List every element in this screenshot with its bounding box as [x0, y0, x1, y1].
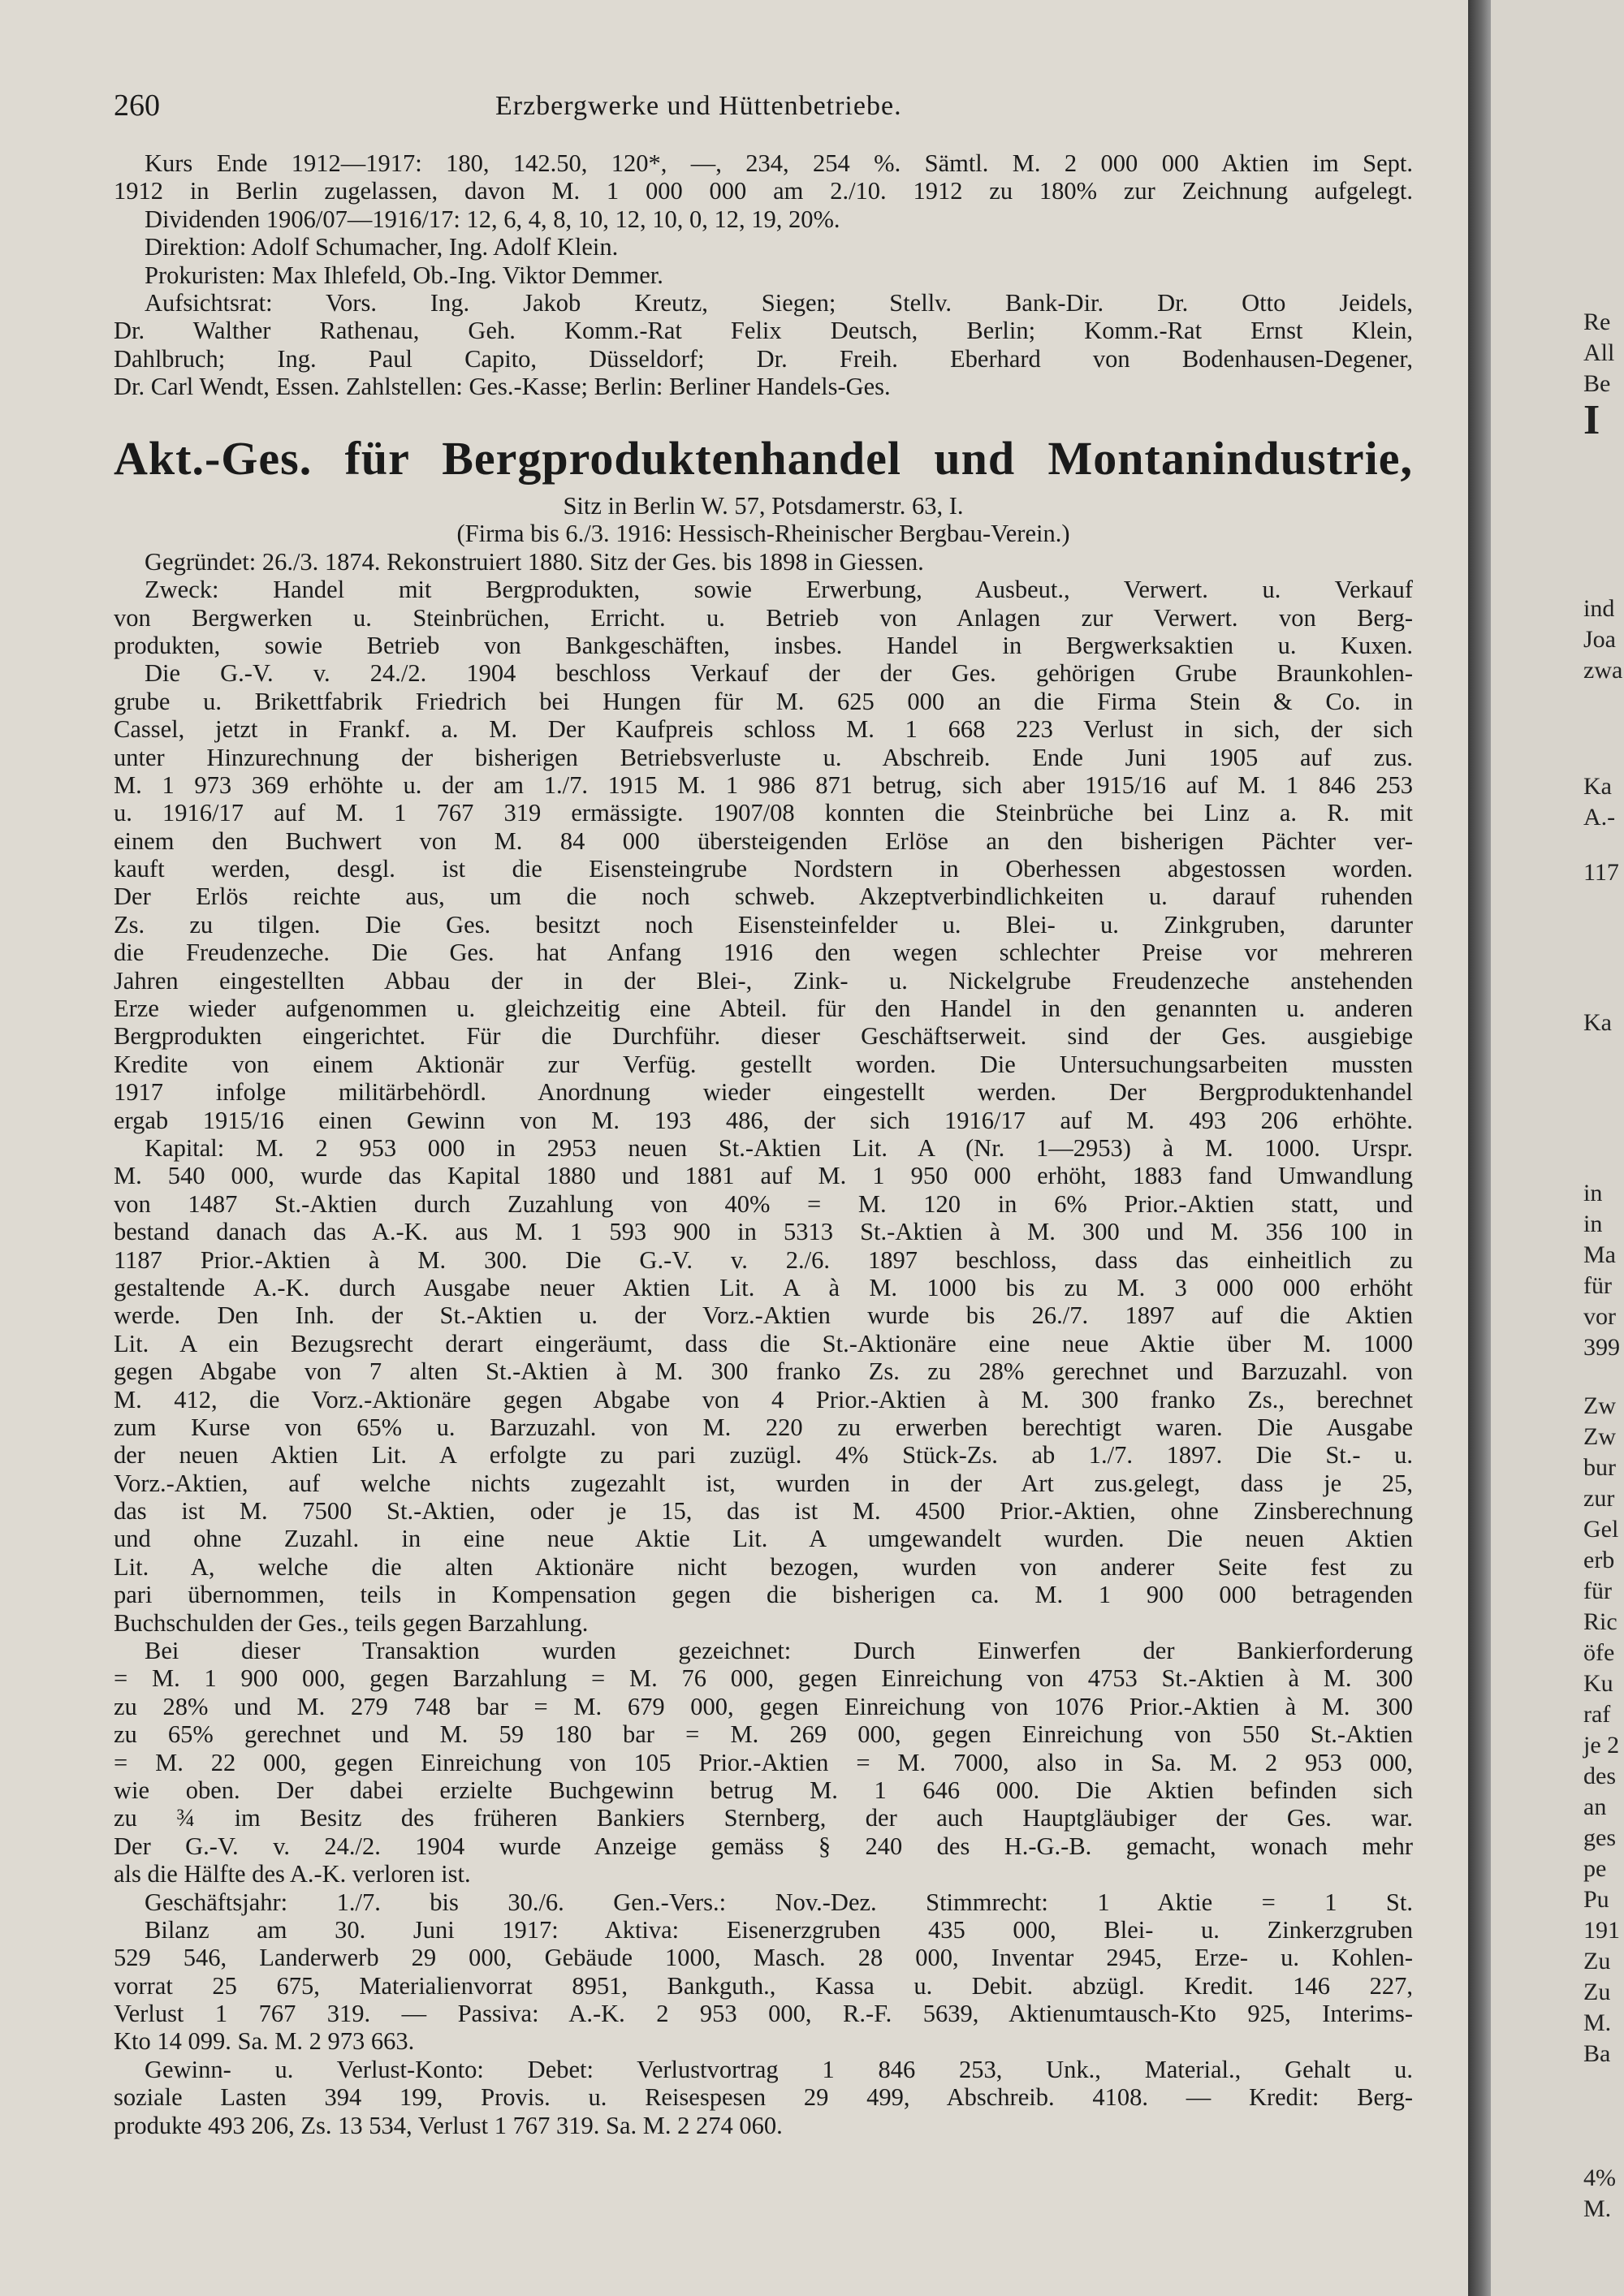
text-line: Direktion: Adolf Schumacher, Ing. Adolf Klein.: [145, 233, 619, 261]
facing-page-fragment: Ba: [1583, 2040, 1611, 2067]
facing-page-fragment: Re: [1583, 309, 1611, 335]
text-line: zu 28% und M. 279 748 bar = M. 679 000, gegen Einreichung von 1076 Prior.-Aktien à M. 300: [114, 1692, 1413, 1720]
text-line: Aufsichtsrat: Vors. Ing. Jakob Kreutz, Siegen; Stellv. Bank-Dir. Dr. Otto Jeidels,: [145, 288, 1413, 317]
text-line: Cassel, jetzt in Frankf. a. M. Der Kaufpreis schloss M. 1 668 223 Verlust in sich, der sich: [114, 715, 1413, 744]
text-line: wie oben. Der dabei erzielte Buchgewinn betrug M. 1 646 000. Die Aktien befinden sich: [114, 1776, 1413, 1804]
facing-page-fragment: 117: [1583, 859, 1619, 886]
text-line: Verlust 1 767 319. — Passiva: A.-K. 2 953 000, R.-F. 5639, Aktienumtausch-Kto 925, Interims-: [114, 2000, 1413, 2028]
facing-page-fragment: an: [1583, 1793, 1607, 1820]
facing-page-fragment: Zw: [1583, 1392, 1616, 1419]
facing-page-fragment: Joa: [1583, 626, 1616, 653]
facing-page-fragment: Ka: [1583, 1009, 1612, 1036]
text-line: Geschäftsjahr: 1./7. bis 30./6. Gen.-Vers.: Nov.-Dez. Stimmrecht: 1 Aktie = 1 St.: [145, 1888, 1413, 1916]
text-line: M. 540 000, wurde das Kapital 1880 und 1881 auf M. 1 950 000 erhöht, 1883 fand Umwandlung: [114, 1162, 1413, 1190]
text-line: produkte 493 206, Zs. 13 534, Verlust 1 767 319. Sa. M. 2 274 060.: [114, 2111, 783, 2139]
facing-page-fragment: erb: [1583, 1547, 1615, 1573]
facing-page-fragment: je 2: [1583, 1732, 1620, 1759]
text-line: kauft werden, desgl. ist die Eisensteingrube Nordstern in Oberhessen abgestossen worden.: [114, 855, 1413, 883]
facing-page-fragment: A.-: [1583, 804, 1616, 831]
facing-page-fragment: pe: [1583, 1855, 1607, 1882]
facing-page-fragment: in: [1583, 1211, 1603, 1237]
book-gutter: [1468, 0, 1491, 2296]
text-line: bestand danach das A.-K. aus M. 1 593 900 in 5313 St.-Aktien à M. 300 und M. 356 100 in: [114, 1218, 1413, 1246]
facing-page-fragment: Ku: [1583, 1670, 1613, 1697]
facing-page-fragment: 4%: [1583, 2164, 1616, 2191]
text-line: 1917 infolge militärbehördl. Anordnung wieder eingestellt werden. Der Bergproduktenhandel: [114, 1078, 1413, 1107]
text-line: das ist M. 7500 St.-Aktien, oder je 15, das ist M. 4500 Prior.-Aktien, ohne Zinsberechnung: [114, 1497, 1413, 1526]
facing-page-fragment: Zu: [1583, 1948, 1611, 1974]
facing-page-fragment: zwa: [1583, 657, 1623, 684]
facing-page-fragment: Zu: [1583, 1979, 1611, 2005]
facing-page-fragment: ges: [1583, 1824, 1616, 1851]
facing-page-fragment: 191: [1583, 1917, 1620, 1944]
text-line: Jahren eingestellten Abbau der in der Blei-, Zink- u. Nickelgrube Freudenzeche anstehenden: [114, 966, 1413, 995]
text-line: unter Hinzurechnung der bisherigen Betriebsverluste u. Abschreib. Ende Juni 1905 auf zus.: [114, 743, 1413, 771]
text-line: Gegründet: 26./3. 1874. Rekonstruiert 1880. Sitz der Ges. bis 1898 in Giessen.: [145, 547, 924, 576]
text-line: von Bergwerken u. Steinbrüchen, Erricht. u. Betrieb von Anlagen zur Verwert. von Berg-: [114, 603, 1413, 632]
text-line: Kapital: M. 2 953 000 in 2953 neuen St.-Aktien Lit. A (Nr. 1—2953) à M. 1000. Urspr.: [145, 1133, 1413, 1162]
facing-page-fragment: Zw: [1583, 1423, 1616, 1450]
company-title: Akt.-Ges. für Bergproduktenhandel und Montanindustrie,: [114, 432, 1413, 485]
facing-page-fragment: 399: [1583, 1334, 1620, 1361]
facing-page-fragment: Pu: [1583, 1886, 1609, 1913]
text-line: produkten, sowie Betrieb von Bankgeschäften, insbes. Handel in Bergwerksaktien u. Kuxen.: [114, 631, 1413, 659]
text-line: = M. 22 000, gegen Einreichung von 105 Prior.-Aktien = M. 7000, also in Sa. M. 2 953 000,: [114, 1748, 1413, 1776]
text-line: von 1487 St.-Aktien durch Zuzahlung von 40% = M. 120 in 6% Prior.-Aktien statt, und: [114, 1189, 1413, 1218]
text-line: = M. 1 900 000, gegen Barzahlung = M. 76 000, gegen Einreichung von 4753 St.-Aktien à M. 300: [114, 1664, 1413, 1693]
facing-page-fragment: zur: [1583, 1485, 1615, 1512]
text-line: Der G.-V. v. 24./2. 1904 wurde Anzeige gemäss § 240 des H.-G.-B. gemacht, wonach mehr: [114, 1832, 1413, 1860]
facing-page-fragment: für: [1583, 1577, 1612, 1604]
text-line: zu ¾ im Besitz des früheren Bankiers Sternberg, der auch Hauptgläubiger der Ges. war.: [114, 1804, 1413, 1832]
text-line: pari übernommen, teils in Kompensation gegen die bisherigen ca. M. 1 900 000 betragenden: [114, 1581, 1413, 1609]
text-line: Zs. zu tilgen. Die Ges. besitzt noch Eisensteinfelder u. Blei- u. Zinkgruben, darunter: [114, 910, 1413, 939]
facing-page-fragment: öfe: [1583, 1639, 1615, 1666]
text-line: die Freudenzeche. Die Ges. hat Anfang 1916 den wegen schlechter Preise vor mehreren: [114, 939, 1413, 967]
text-line: Lit. A, welche die alten Aktionäre nicht bezogen, wurden von anderer Seite fest zu: [114, 1552, 1413, 1581]
text-line: der neuen Aktien Lit. A erfolgte zu pari zuzügl. 4% Stück-Zs. ab 1./7. 1897. Die St.- u.: [114, 1441, 1413, 1470]
text-line: soziale Lasten 394 199, Provis. u. Reisespesen 29 499, Abschreib. 4108. — Kredit: Berg-: [114, 2083, 1413, 2112]
facing-page-fragment: M.: [1583, 2195, 1612, 2222]
facing-page-fragment: Gel: [1583, 1516, 1619, 1543]
facing-page-fragment: All: [1583, 339, 1615, 366]
facing-page-fragment: Ka: [1583, 773, 1612, 800]
text-line: Bergprodukten eingerichtet. Für die Durchführ. dieser Geschäftserweit. sind der Ges. ausgiebige: [114, 1022, 1413, 1051]
text-line: werde. Den Inh. der St.-Aktien u. der Vorz.-Aktien wurde bis 26./7. 1897 auf die Aktien: [114, 1301, 1413, 1330]
text-line: Der Erlös reichte aus, um die noch schweb. Akzeptverbindlichkeiten u. darauf ruhenden: [114, 883, 1413, 911]
text-line: Kto 14 099. Sa. M. 2 973 663.: [114, 2027, 415, 2056]
text-line: Lit. A ein Bezugsrecht derart eingeräumt, dass die St.-Aktionäre eine neue Aktie über M. 1000: [114, 1329, 1413, 1357]
text-line: Kurs Ende 1912—1917: 180, 142.50, 120*, —, 234, 254 %. Sämtl. M. 2 000 000 Aktien im Sept.: [145, 149, 1413, 177]
text-line: zu 65% gerechnet und M. 59 180 bar = M. 269 000, gegen Einreichung von 550 St.-Aktien: [114, 1720, 1413, 1749]
text-line: Bilanz am 30. Juni 1917: Aktiva: Eisenerzgruben 435 000, Blei- u. Zinkerzgruben: [145, 1915, 1413, 1944]
text-line: zum Kurse von 65% u. Barzuzahl. von M. 220 zu erwerben berechtigt waren. Die Ausgabe: [114, 1413, 1413, 1441]
text-line: (Firma bis 6./3. 1916: Hessisch-Rheinischer Bergbau-Verein.): [456, 520, 1070, 548]
text-line: Vorz.-Aktien, auf welche nichts zugezahlt ist, wurden in der Art zus.gelegt, dass je 25,: [114, 1469, 1413, 1497]
text-line: Die G.-V. v. 24./2. 1904 beschloss Verkauf der der Ges. gehörigen Grube Braunkohlen-: [145, 659, 1413, 688]
page-number: 260: [114, 88, 160, 123]
previous-entry-tail: [114, 149, 1413, 401]
text-line: M. 412, die Vorz.-Aktionäre gegen Abgabe von 4 Prior.-Aktien à M. 300 franko Zs., berechnet: [114, 1385, 1413, 1413]
facing-page-fragment: M.: [1583, 2009, 1612, 2036]
text-line: Prokuristen: Max Ihlefeld, Ob.-Ing. Viktor Demmer.: [145, 261, 663, 289]
facing-page-fragment: bur: [1583, 1454, 1616, 1481]
facing-page-fragment: für: [1583, 1272, 1612, 1299]
text-line: vorrat 25 675, Materialienvorrat 8951, Bankguth., Kassa u. Debit. abzügl. Kredit. 146 227,: [114, 1971, 1413, 2000]
text-line: gestaltende A.-K. durch Ausgabe neuer Aktien Lit. A à M. 1000 bis zu M. 3 000 000 erhöht: [114, 1273, 1413, 1301]
text-line: als die Hälfte des A.-K. verloren ist.: [114, 1860, 471, 1888]
running-title: Erzbergwerke und Hüttenbetriebe.: [495, 91, 902, 121]
text-line: gegen Abgabe von 7 alten St.-Aktien à M. 300 franko Zs. zu 28% gerechnet und Barzuzahl. von: [114, 1357, 1413, 1386]
text-line: Dividenden 1906/07—1916/17: 12, 6, 4, 8, 10, 12, 10, 0, 12, 19, 20%.: [145, 205, 840, 233]
facing-page-fragment: in: [1583, 1180, 1603, 1206]
text-line: Dr. Walther Rathenau, Geh. Komm.-Rat Felix Deutsch, Berlin; Komm.-Rat Ernst Klein,: [114, 317, 1413, 345]
text-line: und ohne Zuzahl. in eine neue Aktie Lit. A umgewandelt wurden. Die neuen Aktien: [114, 1525, 1413, 1553]
text-line: 1912 in Berlin zugelassen, davon M. 1 000 000 am 2./10. 1912 zu 180% zur Zeichnung aufgelegt.: [114, 177, 1413, 205]
facing-page-fragment: vor: [1583, 1303, 1616, 1330]
company-entry-body: [114, 492, 1413, 2139]
facing-page-fragment: Be: [1583, 370, 1611, 397]
text-line: 1187 Prior.-Aktien à M. 300. Die G.-V. v. 2./6. 1897 beschloss, dass das einheitlich zu: [114, 1245, 1413, 1274]
text-line: Erze wieder aufgenommen u. gleichzeitig eine Abteil. für den Handel in den genannten u. anderen: [114, 995, 1413, 1023]
facing-page-fragment: des: [1583, 1763, 1616, 1789]
text-line: M. 1 973 369 erhöhte u. der am 1./7. 1915 M. 1 986 871 betrug, sich aber 1915/16 auf M. 1 846 253: [114, 770, 1413, 799]
facing-page-fragment: Ric: [1583, 1608, 1618, 1635]
text-line: Dr. Carl Wendt, Essen. Zahlstellen: Ges.-Kasse; Berlin: Berliner Handels-Ges.: [114, 373, 891, 401]
text-line: Buchschulden der Ges., teils gegen Barzahlung.: [114, 1608, 589, 1637]
text-line: Bei dieser Transaktion wurden gezeichnet: Durch Einwerfen der Bankierforderung: [145, 1637, 1413, 1665]
facing-page-fragment: raf: [1583, 1701, 1611, 1728]
text-line: 529 546, Landerwerb 29 000, Gebäude 1000, Masch. 28 000, Inventar 2945, Erze- u. Kohlen-: [114, 1944, 1413, 1972]
text-line: Dahlbruch; Ing. Paul Capito, Düsseldorf; Dr. Freih. Eberhard von Bodenhausen-Degener,: [114, 344, 1413, 373]
text-line: Gewinn- u. Verlust-Konto: Debet: Verlustvortrag 1 846 253, Unk., Material., Gehalt u.: [145, 2055, 1413, 2083]
page-header: [114, 88, 1413, 128]
text-line: ergab 1915/16 einen Gewinn von M. 193 486, der sich 1916/17 auf M. 493 206 erhöhte.: [114, 1106, 1413, 1134]
text-line: Zweck: Handel mit Bergprodukten, sowie Erwerbung, Ausbeut., Verwert. u. Verkauf: [145, 576, 1413, 604]
facing-page-fragment: ind: [1583, 595, 1615, 622]
text-line: grube u. Brikettfabrik Friedrich bei Hungen für M. 625 000 an die Firma Stein & Co. in: [114, 687, 1413, 715]
text-line: einem den Buchwert von M. 84 000 übersteigenden Erlöse an den bisherigen Pächter ver-: [114, 826, 1413, 855]
facing-page-fragment: Ma: [1583, 1241, 1616, 1268]
facing-page-fragment: I: [1583, 397, 1600, 443]
text-line: Sitz in Berlin W. 57, Potsdamerstr. 63, I.: [563, 492, 964, 520]
text-line: Kredite von einem Aktionär zur Verfüg. gestellt worden. Die Untersuchungsarbeiten mussten: [114, 1050, 1413, 1078]
text-line: u. 1916/17 auf M. 1 767 319 ermässigte. 1907/08 konnten die Steinbrüche bei Linz a. R. mit: [114, 799, 1413, 827]
